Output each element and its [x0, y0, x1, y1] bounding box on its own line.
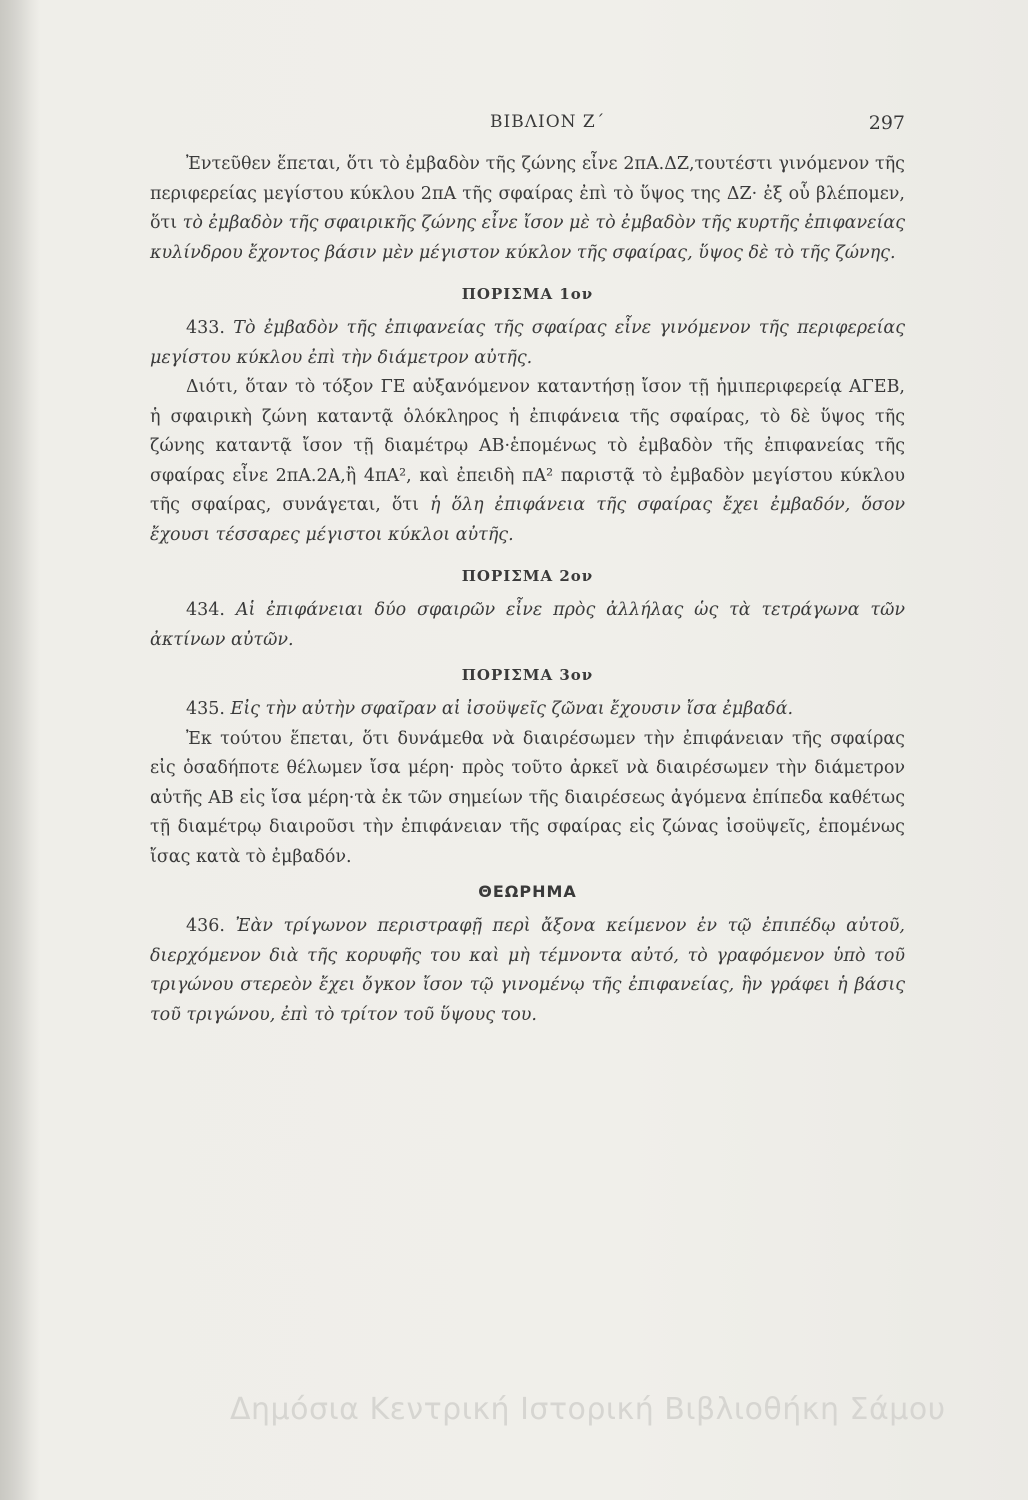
porisma-3-proof: Ἐκ τούτου ἕπεται, ὅτι δυνάμεθα νὰ διαιρέσωμεν τὴν ἐπιφάνειαν τῆς σφαίρας εἰς ὁσαδήποτε θέλωμεν ἴσα μέρη· πρὸς τοῦτο ἀρκεῖ νὰ διαιρέσωμεν τὴν διάμετρον αὐτῆς ΑΒ εἰς ἴσα μέρη·τὰ ἐκ τῶν σημείων τῆς διαιρέσεως ἀγόμενα ἐπίπεδα καθέτως τῇ διαμέτρῳ διαιροῦσι τὴν ἐπιφάνειαν τῆς σφαίρας εἰς ζώνας ἰσοϋψεῖς, ἑπομένως ἴσας κατὰ τὸ ἐμβαδόν. — [150, 728, 905, 867]
paragraph-number: 434. — [186, 600, 225, 620]
porisma-2-heading: ΠΟΡΙΣΜΑ 2ον — [461, 567, 594, 585]
paragraph-number: 436. — [186, 916, 225, 936]
proof-italic-text: ἡ ὅλη ἐπιφάνεια τῆς σφαίρας ἔχει ἐμβαδόν, ὅσον ἔχουσι τέσσαρες μέγιστοι κύκλοι αὐτῆς. — [150, 495, 905, 545]
library-watermark: Δημόσια Κεντρική Ιστορική Βιβλιοθήκη Σάμου — [230, 1392, 946, 1427]
statement-text: Εἰς τὴν αὐτὴν σφαῖραν αἱ ἰσοϋψεῖς ζῶναι ἔχουσιν ἴσα ἐμβαδά. — [230, 699, 794, 719]
intro-plain-text: Ἐντεῦθεν ἕπεται, ὅτι τὸ ἐμβαδὸν τῆς ζώνης εἶνε 2πΑ.ΔΖ,τουτέστι γινόμενον τῆς περιφερείας μεγίστου κύκλου 2πΑ τῆς σφαίρας ἐπὶ τὸ ὕψος της ΔΖ· ἐξ οὗ βλέπομεν, ὅτι — [150, 154, 905, 233]
statement-text: Αἱ ἐπιφάνειαι δύο σφαιρῶν εἶνε πρὸς ἀλλήλας ὡς τὰ τετράγωνα τῶν ἀκτίνων αὐτῶν. — [150, 600, 905, 650]
porisma-2-statement — [150, 596, 905, 655]
spine-shadow — [0, 0, 40, 1500]
page-body — [150, 150, 905, 1030]
porisma-1-proof — [150, 373, 905, 550]
intro-italic-text: τὸ ἐμβαδὸν τῆς σφαιρικῆς ζώνης εἶνε ἴσον μὲ τὸ ἐμβαδὸν τῆς κυρτῆς ἐπιφανείας κυλίνδρου ἔχοντος βάσιν μὲν μέγιστον κύκλον τῆς σφαίρας, ὕψος δὲ τὸ τῆς ζώνης. — [150, 213, 905, 263]
theorem-heading: ΘΕΩΡΗΜΑ — [478, 882, 577, 901]
porisma-1-heading: ΠΟΡΙΣΜΑ 1ον — [461, 285, 594, 303]
porisma-3-heading: ΠΟΡΙΣΜΑ 3ον — [461, 666, 594, 684]
porisma-3-statement — [150, 695, 905, 725]
page-header — [150, 112, 905, 142]
theorem-statement — [150, 912, 905, 1030]
paragraph-number: 435. — [186, 699, 225, 719]
porisma-1-statement — [150, 314, 905, 373]
statement-text: Τὸ ἐμβαδὸν τῆς ἐπιφανείας τῆς σφαίρας εἶνε γινόμενον τῆς περιφερείας μεγίστου κύκλου ἐπὶ τὴν διάμετρον αὐτῆς. — [150, 318, 905, 368]
intro-paragraph — [150, 150, 905, 268]
statement-text: Ἐὰν τρίγωνον περιστραφῇ περὶ ἄξονα κείμενον ἐν τῷ ἐπιπέδῳ αὐτοῦ, διερχόμενον διὰ τῆς κορυφῆς του καὶ μὴ τέμνοντα αὐτό, τὸ γραφόμενον ὑπὸ τοῦ τριγώνου στερεὸν ἔχει ὄγκον ἴσον τῷ γινομένῳ τῆς ἐπιφανείας, ἣν γράφει ἡ βάσις τοῦ τριγώνου, ἐπὶ τὸ τρίτον τοῦ ὕψους του. — [150, 916, 905, 1025]
page-number: 297 — [868, 112, 905, 134]
paragraph-number: 433. — [186, 318, 225, 338]
running-title: ΒΙΒΛΙΟΝ Ζ΄ — [490, 112, 606, 132]
proof-plain-text: Διότι, ὅταν τὸ τόξον ΓΕ αὐξανόμενον καταντήσῃ ἴσον τῇ ἡμιπεριφερείᾳ ΑΓΕΒ, ἡ σφαιρικὴ ζώνη καταντᾷ ὁλόκληρος ἡ ἐπιφάνεια τῆς σφαίρας, τὸ δὲ ὕψος τῆς ζώνης καταντᾷ ἴσον τῇ διαμέτρῳ ΑΒ·ἑπομένως τὸ ἐμβαδὸν τῆς ἐπιφανείας τῆς σφαίρας εἶνε 2πΑ.2Α,ἢ 4πΑ², καὶ ἐπειδὴ πΑ² παριστᾷ τὸ ἐμβαδὸν μεγίστου κύκλου τῆς σφαίρας, συνάγεται, ὅτι — [150, 377, 905, 515]
